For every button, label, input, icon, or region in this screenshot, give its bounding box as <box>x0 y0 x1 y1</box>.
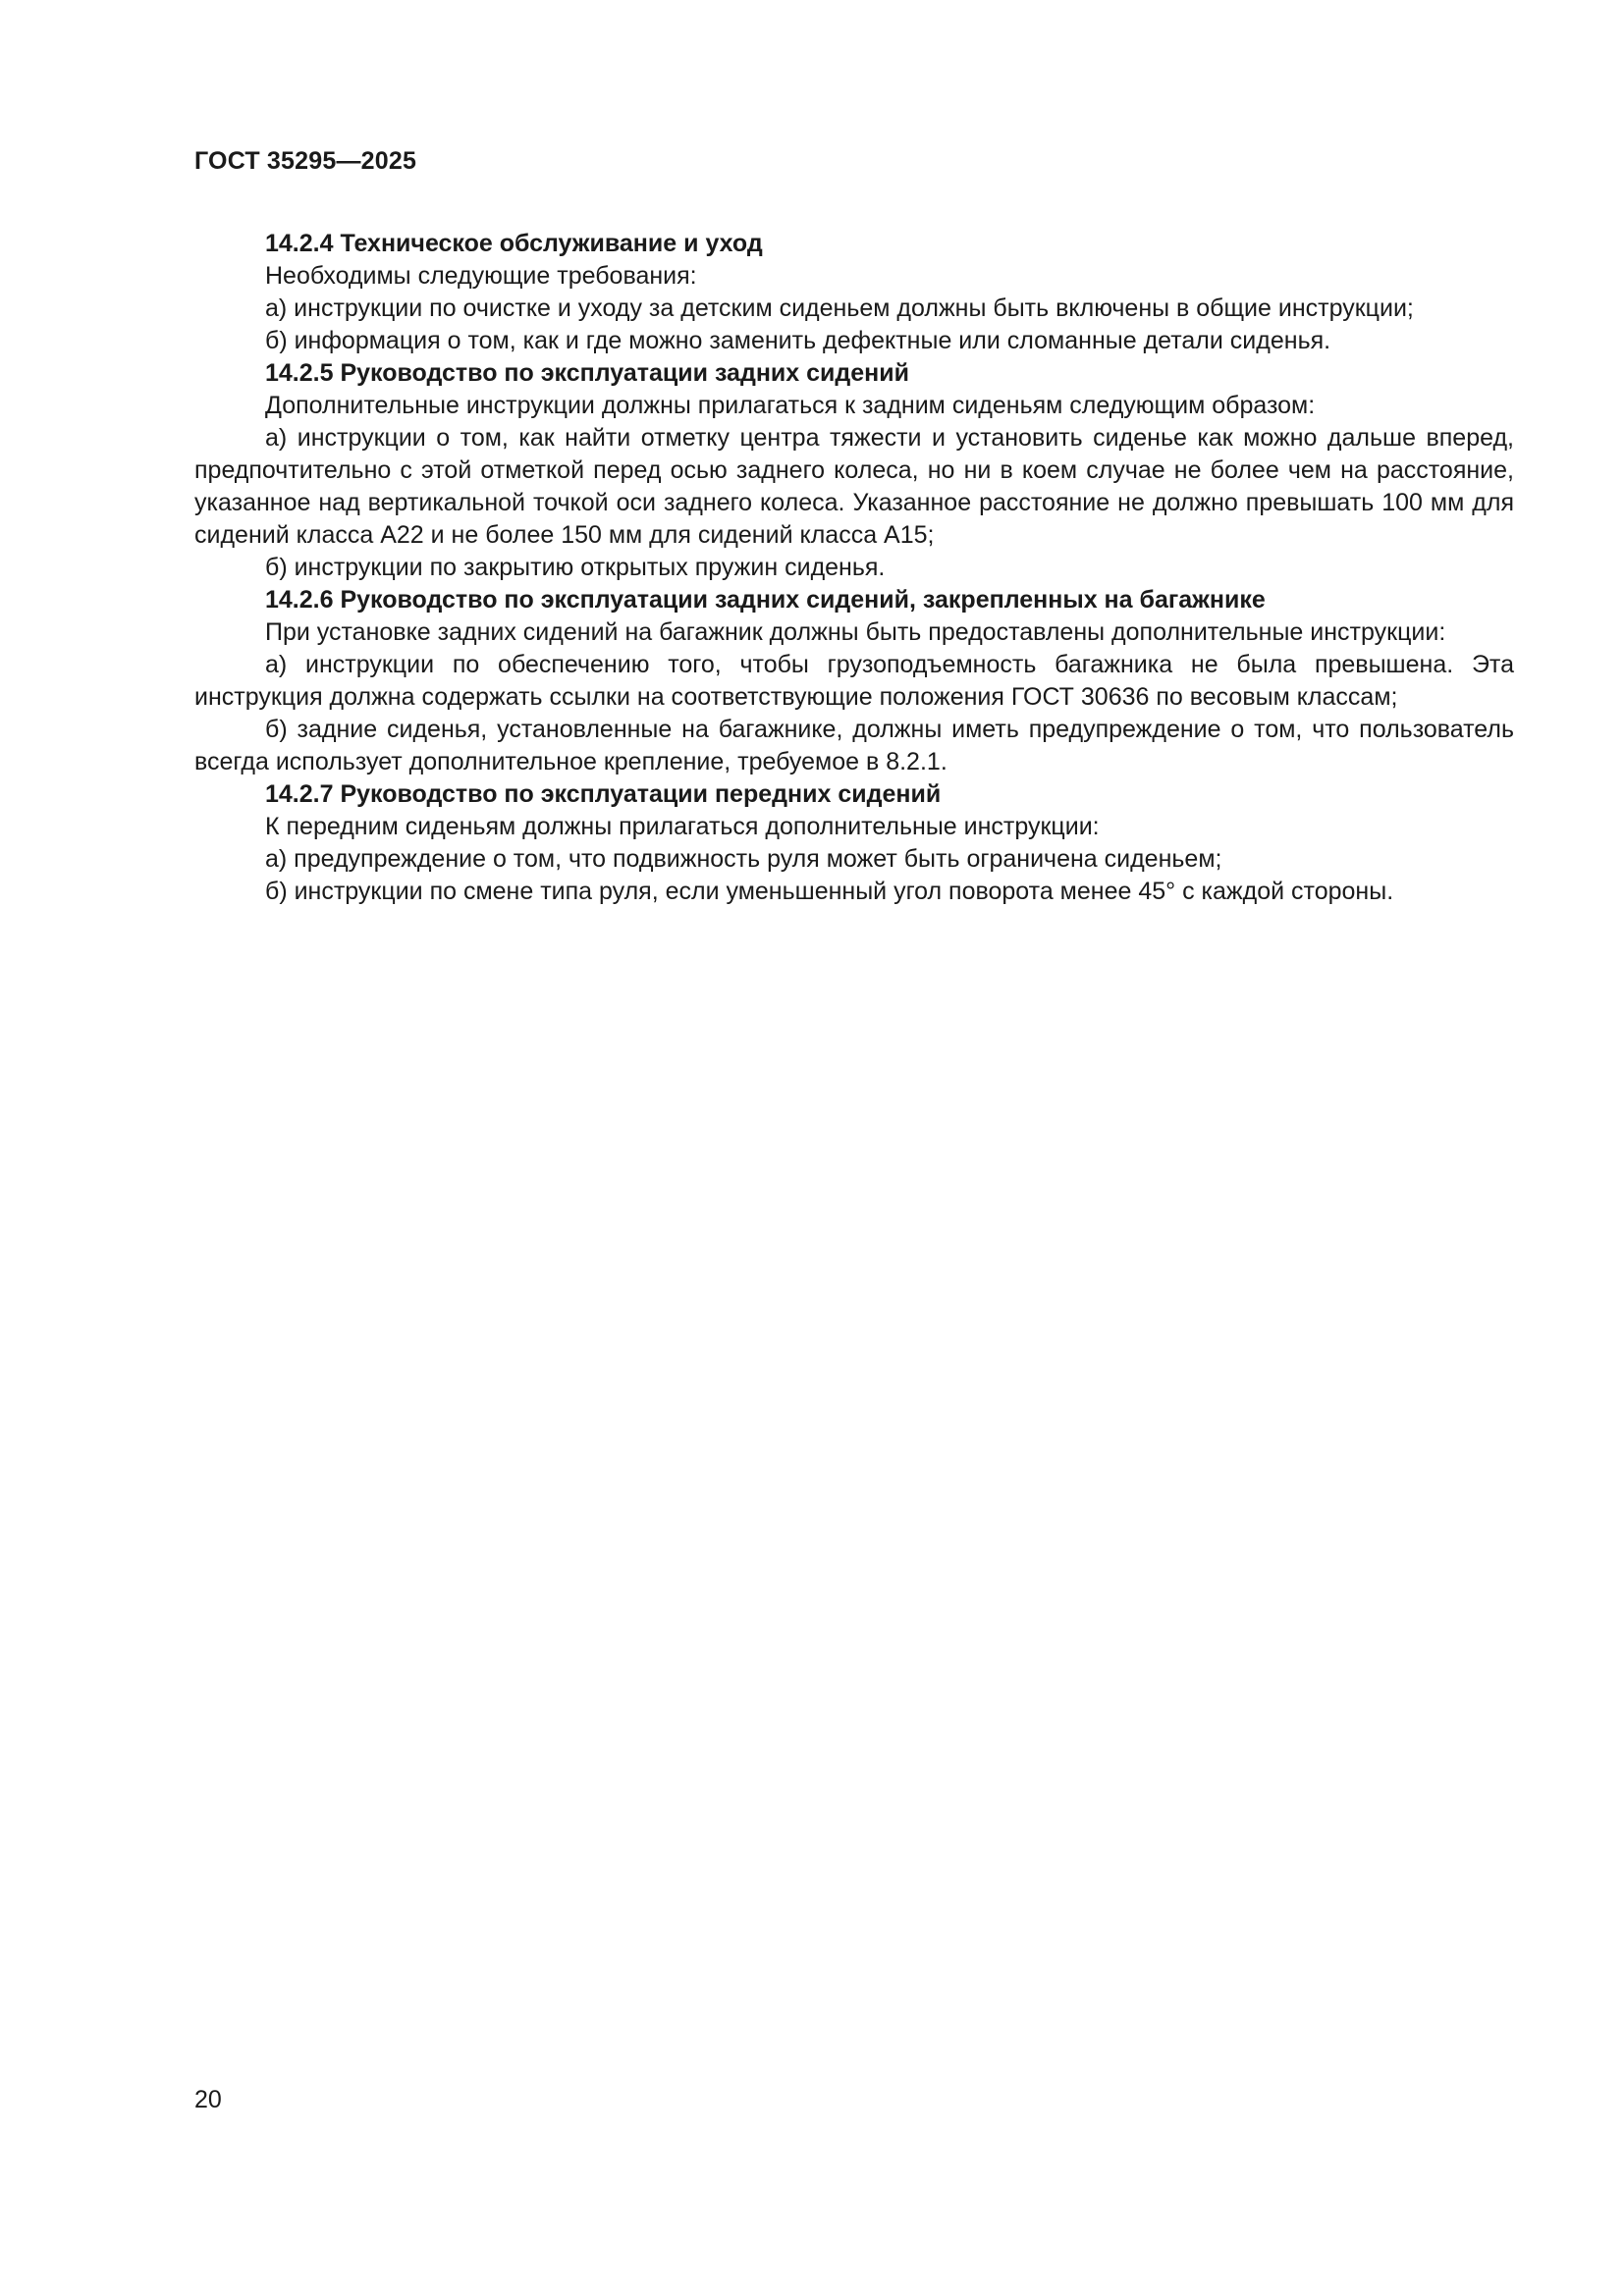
list-item: а) инструкции по обеспечению того, чтобы грузоподъемность багажника не была превышена. Эта инструкция должна содержать ссылки на соответствующие положения ГОСТ 30636 по весовым классам; <box>194 651 1514 711</box>
section-heading: 14.2.5 Руководство по эксплуатации задних сидений <box>265 359 910 387</box>
list-item: а) инструкции о том, как найти отметку центра тяжести и установить сиденье как можно дальше вперед, предпочтительно с этой отметкой перед осью заднего колеса, но ни в коем случае не более чем на расстояние, указанное над вертикальной точкой оси заднего колеса. Указанное расстояние не должно превышать 100 мм для сидений класса A22 и не более 150 мм для сидений класса A15; <box>194 424 1514 549</box>
page-number: 20 <box>194 2086 222 2113</box>
paragraph: Необходимы следующие требования: <box>265 262 697 290</box>
list-item: б) задние сиденья, установленные на багажнике, должны иметь предупреждение о том, что пользователь всегда использует дополнительное крепление, требуемое в 8.2.1. <box>194 716 1514 775</box>
section-heading: 14.2.4 Техническое обслуживание и уход <box>265 230 763 257</box>
paragraph: При установке задних сидений на багажник должны быть предоставлены дополнительные инструкции: <box>265 618 1446 646</box>
paragraph: К передним сиденьям должны прилагаться дополнительные инструкции: <box>265 813 1100 840</box>
list-item: б) информация о том, как и где можно заменить дефектные или сломанные детали сиденья. <box>265 327 1331 354</box>
list-item: а) инструкции по очистке и уходу за детским сиденьем должны быть включены в общие инструкции; <box>265 294 1414 322</box>
section-heading: 14.2.7 Руководство по эксплуатации передних сидений <box>265 780 942 808</box>
document-body <box>194 228 1514 908</box>
section-heading: 14.2.6 Руководство по эксплуатации задних сидений, закрепленных на багажнике <box>265 586 1266 614</box>
document-header: ГОСТ 35295—2025 <box>194 147 417 175</box>
list-item: б) инструкции по закрытию открытых пружин сиденья. <box>265 554 886 581</box>
list-item: а) предупреждение о том, что подвижность руля может быть ограничена сиденьем; <box>265 845 1222 873</box>
paragraph: Дополнительные инструкции должны прилагаться к задним сиденьям следующим образом: <box>265 392 1316 419</box>
list-item: б) инструкции по смене типа руля, если уменьшенный угол поворота менее 45° с каждой стороны. <box>265 878 1394 905</box>
